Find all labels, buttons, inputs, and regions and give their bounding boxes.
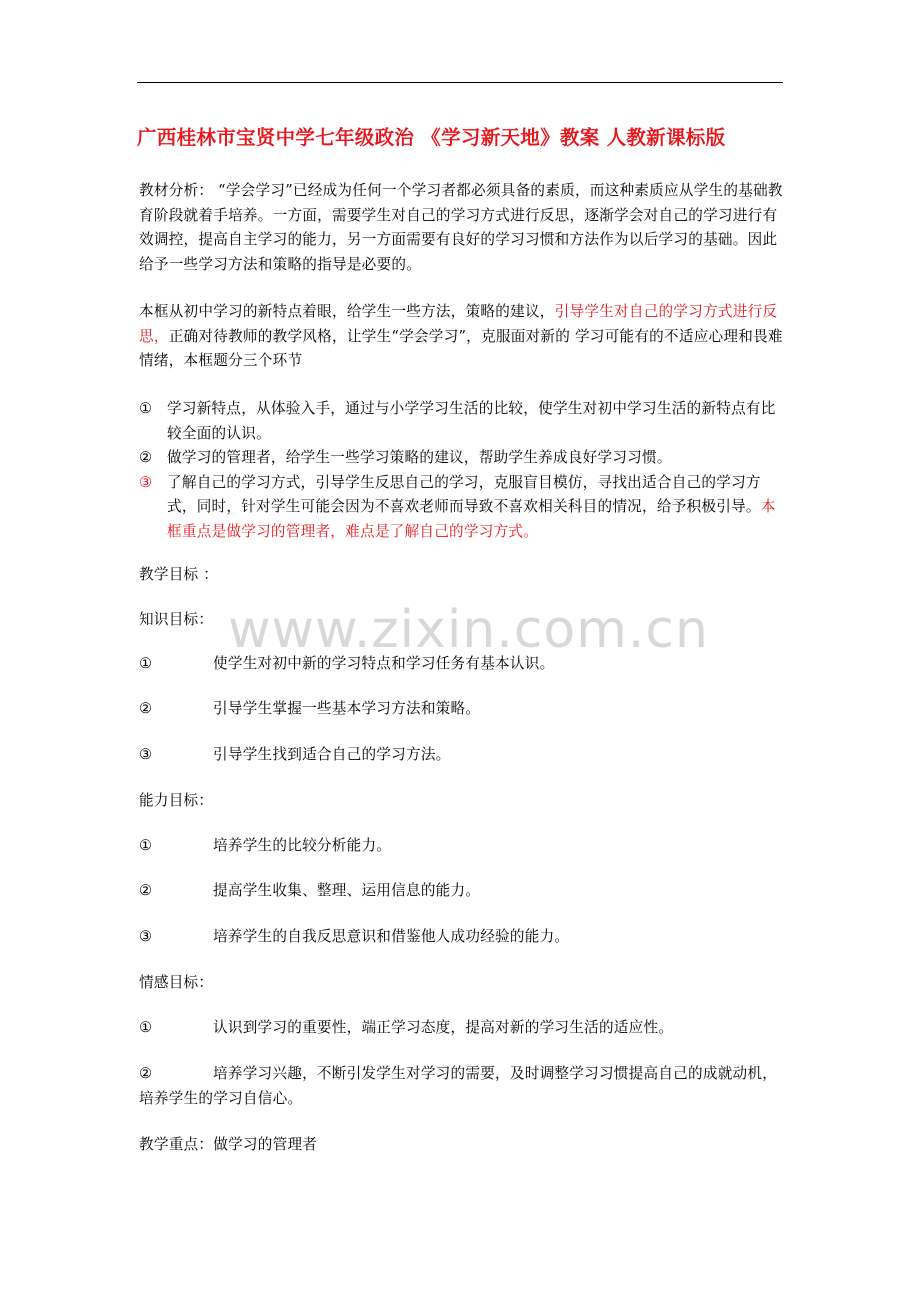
textbook-analysis-paragraph: 教材分析： “学会学习”已经成为任何一个学习者都必须具备的素质，而这种素质应从学生的基础教育阶段就着手培养。一方面，需要学生对自己的学习方式进行反思，逐渐学会对自己的学习进行有效调控，提高自主学习的能力，另一方面需要有良好的学习习惯和方法作为以后学习的基础。因此给予一些学习方法和策略的指导是必要的。 (139, 182, 783, 273)
emotion-goal-item (139, 1062, 789, 1111)
teaching-goal-heading: 教学目标 ： (139, 566, 219, 583)
goal-number: ③ (139, 928, 153, 945)
goal-text: 引导学生找到适合自己的学习方法。 (213, 746, 451, 763)
goal-text: 认识到学习的重要性，端正学习态度，提高对新的学习生活的适应性。 (213, 1019, 674, 1036)
section-key-difficulty: 本框重点是做学习的管理者，难点是了解自己的学习方式。 (167, 498, 776, 540)
ability-goal-item (139, 879, 789, 904)
frame-text-red: 引导学生对自己的学习方式进行反思， (139, 303, 778, 345)
knowledge-goal-item (139, 697, 789, 722)
frame-text-2: 正确对待教师的教学风格，让学生“学会学习”，克服面对新的 学习可能有的不适应心理和畏难情绪，本框题分三个环节 (139, 327, 783, 369)
document-title: 广西桂林市宝贤中学七年级政治 《学习新天地》教案 人教新课标版 (137, 126, 726, 149)
teaching-key-point: 教学重点：做学习的管理者 (139, 1136, 318, 1153)
goal-text: 培养学生的比较分析能力。 (213, 837, 392, 854)
ability-goal-heading: 能力目标： (139, 792, 214, 809)
knowledge-goal-item (139, 652, 789, 677)
knowledge-goal-item (139, 743, 789, 768)
section-number: ① (139, 400, 153, 417)
goal-number: ② (139, 1065, 153, 1082)
section-text: 做学习的管理者，给学生一些学习策略的建议，帮助学生养成良好学习习惯。 (167, 449, 672, 466)
header-rule (137, 82, 783, 83)
section-item (139, 397, 789, 446)
goal-text: 引导学生掌握一些基本学习方法和策略。 (213, 700, 481, 717)
goal-number: ② (139, 700, 153, 717)
goal-number: ① (139, 655, 153, 672)
goal-number: ① (139, 837, 153, 854)
ability-goal-item (139, 834, 789, 859)
section-item (139, 446, 789, 471)
goal-number: ① (139, 1019, 153, 1036)
goal-number: ② (139, 882, 153, 899)
emotion-goal-item (139, 1016, 789, 1041)
section-text: 学习新特点，从体验入手，通过与小学学习生活的比较，使学生对初中学习生活的新特点有比较全面的认识。 (167, 400, 776, 442)
goal-text: 培养学习兴趣，不断引发学生对学习的需要，及时调整学习习惯提高自己的成就动机，培养学生的学习自信心。 (139, 1065, 778, 1107)
emotion-goal-heading: 情感目标： (139, 974, 214, 991)
goal-text: 使学生对初中新的学习特点和学习任务有基本认识。 (213, 655, 555, 672)
section-text: 了解自己的学习方式，引导学生反思自己的学习，克服盲目模仿，寻找出适合自己的学习方式，同时，针对学生可能会因为不喜欢老师而导致不喜欢相关科目的情况，给予积极引导。 (167, 473, 761, 515)
goal-text: 培养学生的自我反思意识和借鉴他人成功经验的能力。 (213, 928, 570, 945)
sections-list (139, 397, 789, 544)
watermark: www.zixin.com.cn (228, 600, 709, 660)
knowledge-goal-heading: 知识目标： (139, 611, 214, 628)
section-number: ② (139, 449, 153, 466)
section-number: ③ (139, 473, 153, 491)
frame-paragraph (139, 300, 789, 374)
ability-goal-item (139, 925, 789, 950)
goal-text: 提高学生收集、整理、运用信息的能力。 (213, 882, 481, 899)
goal-number: ③ (139, 746, 153, 763)
frame-text-1: 本框从初中学习的新特点着眼，给学生一些方法，策略的建议， (139, 303, 555, 320)
section-item (139, 471, 789, 545)
